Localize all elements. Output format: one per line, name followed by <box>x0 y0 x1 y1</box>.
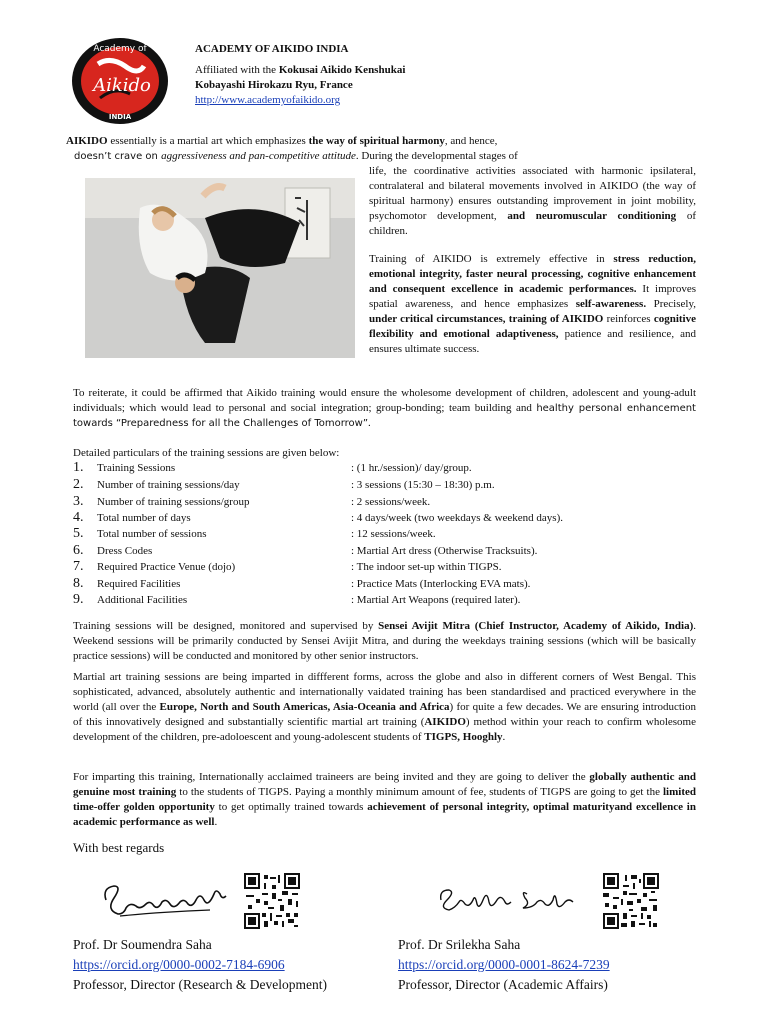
para-text: Precisely, <box>646 298 696 310</box>
row-number: 4. <box>73 510 84 525</box>
qr-code-icon <box>244 873 300 929</box>
row-label: Dress Codes <box>97 545 153 557</box>
row-value: : The indoor set-up within TIGPS. <box>351 561 502 573</box>
para-bold: Europe, North and South Americas, Asia-Oceania and Africa <box>159 701 450 713</box>
signatory-2-orcid-link[interactable]: https://orcid.org/0000-0001-8624-7239 <box>398 957 610 972</box>
signatory-1-orcid-link[interactable]: https://orcid.org/0000-0002-7184-6906 <box>73 957 285 972</box>
logo-text-center: Aikido <box>93 75 151 96</box>
particular-row <box>73 526 713 542</box>
row-number: 2. <box>73 477 84 492</box>
para-text: . <box>214 816 218 828</box>
lineage: Kobayashi Hirokazu Ryu, France <box>195 79 353 91</box>
signature-1 <box>100 870 230 925</box>
para-text: to get optimally trained towards <box>214 801 368 813</box>
particular-row <box>73 592 713 608</box>
signatory-1-name: Prof. Dr Soumendra Saha <box>73 937 212 952</box>
affiliation-org: Kokusai Aikido Kenshukai <box>278 64 406 76</box>
intro-line-2 <box>74 149 518 164</box>
para-bold: globally authentic and genuine most training <box>73 771 696 798</box>
particular-row <box>73 510 713 526</box>
qr-code-icon <box>603 873 659 929</box>
particulars-intro: Detailed particulars of the training sessions are given below: <box>73 447 340 459</box>
signatory-2-name: Prof. Dr Srilekha Saha <box>398 937 521 952</box>
row-value: : Practice Mats (Interlocking EVA mats). <box>351 578 531 590</box>
row-label: Number of training sessions/group <box>97 496 250 508</box>
para-bold: under critical circumstances, training of AIKIDO <box>369 313 604 325</box>
row-label: Total number of sessions <box>97 528 207 540</box>
signatory-1-role: Professor, Director (Research & Development) <box>73 977 327 992</box>
logo-text-top: Academy of <box>93 44 147 54</box>
row-number: 7. <box>73 559 84 574</box>
para-text: Training of AIKIDO is extremely effective in <box>369 253 614 265</box>
particular-row <box>73 576 713 592</box>
para-bold: limited time-offer golden opportunity <box>73 786 696 813</box>
signature-2 <box>435 880 580 920</box>
affiliation-line <box>195 63 405 78</box>
org-title: ACADEMY OF AIKIDO INDIA <box>195 43 349 55</box>
para-text: patience and resilience, and ensures ultimate success. <box>369 328 696 355</box>
para-text: Martial art training sessions are being imparted in diffferent forms, across the globe and also in different corners of West Bengal. This sophisticated, advanced, absolutely authentic and internationally vaidated training has been standardised and practiced everywhere in the world (all over the <box>73 671 696 713</box>
para-text: For imparting this training, Internationally acclaimed traineers are being invited and they are going to deliver the <box>73 771 590 783</box>
intro-text: . During the developmental stages of <box>355 150 518 162</box>
signatory-1-block <box>73 935 327 995</box>
intro-bold: the way of spiritual harmony <box>308 135 445 147</box>
para-text: healthy personal enhancement towards “Preparedness for all the Challenges of Tomorrow” <box>73 403 696 429</box>
aikido-photo <box>85 178 355 358</box>
intro-text: , and hence, <box>444 135 498 147</box>
para-text: . <box>368 417 371 429</box>
particular-row <box>73 460 713 476</box>
letterhead <box>195 42 405 108</box>
row-value: : 2 sessions/week. <box>351 496 431 508</box>
global-paragraph <box>73 670 696 745</box>
affiliation-prefix: Affiliated with the <box>195 64 279 76</box>
intro-italic: aggressiveness and pan-competitive attitude <box>161 150 356 162</box>
row-value: : 4 days/week (two weekdays & weekend days). <box>351 512 563 524</box>
para-bold: and neuromuscular conditioning <box>507 210 677 222</box>
particular-row <box>73 559 713 575</box>
row-number: 3. <box>73 494 84 509</box>
particular-row <box>73 543 713 559</box>
benefits-paragraph <box>369 252 696 357</box>
intro-text: doesn’t crave on <box>74 151 162 162</box>
para-text: It improves spatial awareness, and hence emphasizes <box>369 283 696 310</box>
para-bold: AIKIDO <box>424 716 466 728</box>
supervision-paragraph <box>73 619 696 664</box>
intro-paragraph <box>369 164 696 239</box>
row-number: 6. <box>73 543 84 558</box>
row-number: 8. <box>73 576 84 591</box>
signatory-2-block <box>398 935 610 995</box>
intro-text: essentially is a martial art which emphasizes <box>107 135 309 147</box>
para-text: . <box>502 731 506 743</box>
closing-regards: With best regards <box>73 840 165 855</box>
row-value: : 12 sessions/week. <box>351 528 436 540</box>
row-number: 1. <box>73 460 84 475</box>
para-text: Training sessions will be designed, monitored and supervised by <box>73 620 379 632</box>
row-number: 5. <box>73 526 84 541</box>
para-text: to the students of TIGPS. Paying a monthly minimum amount of fee, students of TIGPS are going to get the <box>176 786 663 798</box>
para-text: To reiterate, it could be affirmed that Aikido training would ensure the wholesome development of children, adolescent and young-adult individuals; which would lead to personal and social integration; group-bonding; team building and <box>73 387 696 414</box>
intro-line-1 <box>66 134 497 149</box>
para-text: of children. <box>369 210 696 237</box>
row-label: Number of training sessions/day <box>97 479 240 491</box>
website-link[interactable]: http://www.academyofaikido.org <box>195 94 341 106</box>
para-text: ) method within your reach to confirm wholesome development of the children, pre-adoloescent and young-adolescent students of <box>73 716 696 743</box>
para-text: reinforces <box>603 313 654 325</box>
row-value: : Martial Art dress (Otherwise Tracksuits). <box>351 545 538 557</box>
row-label: Required Facilities <box>97 578 181 590</box>
particular-row <box>73 477 713 493</box>
academy-logo <box>70 36 170 126</box>
row-value: : (1 hr./session)/ day/group. <box>351 462 472 474</box>
para-bold: TIGPS, Hooghly <box>424 731 503 743</box>
para-bold: stress reduction, emotional integrity, faster neural processing, cognitive enhancement and consequent excellence in academic performances. <box>369 253 696 295</box>
row-number: 9. <box>73 592 84 607</box>
aikido-bold: AIKIDO <box>66 135 108 147</box>
para-text: . Weekend sessions will be primarily conducted by Sensei Avijit Mitra, and during the weekdays training sessions (which will be basically practice sessions) will be conducted and monitored by other senior instructors. <box>73 620 696 662</box>
para-bold: achievement of personal integrity, optimal maturityand excellence in academic performance as well <box>73 801 696 828</box>
logo-text-bottom: INDIA <box>108 113 132 121</box>
para-text: life, the coordinative activities associated with harmonic ipsilateral, contralateral and bilateral movements involved in AIKIDO (the way of spiritual harmony) ensures outstanding improvement in joint mobility, psychomotor development, <box>369 165 696 222</box>
row-value: : 3 sessions (15:30 – 18:30) p.m. <box>351 479 495 491</box>
row-value: : Martial Art Weapons (required later). <box>351 594 521 606</box>
para-bold: cognitive flexibility and emotional adaptiveness, <box>369 313 696 340</box>
para-text: ) for quite a few decades. We are ensuring introduction of this innovatively designed and substantially scientific martial art training ( <box>73 701 696 728</box>
reiterate-paragraph <box>73 386 696 431</box>
row-label: Training Sessions <box>97 462 176 474</box>
para-bold: self-awareness. <box>575 298 647 310</box>
imparting-paragraph <box>73 770 696 830</box>
signatory-2-role: Professor, Director (Academic Affairs) <box>398 977 608 992</box>
particular-row <box>73 494 713 510</box>
row-label: Additional Facilities <box>97 594 188 606</box>
row-label: Total number of days <box>97 512 191 524</box>
para-bold: Sensei Avijit Mitra (Chief Instructor, Academy of Aikido, India) <box>378 620 694 632</box>
row-label: Required Practice Venue (dojo) <box>97 561 236 573</box>
